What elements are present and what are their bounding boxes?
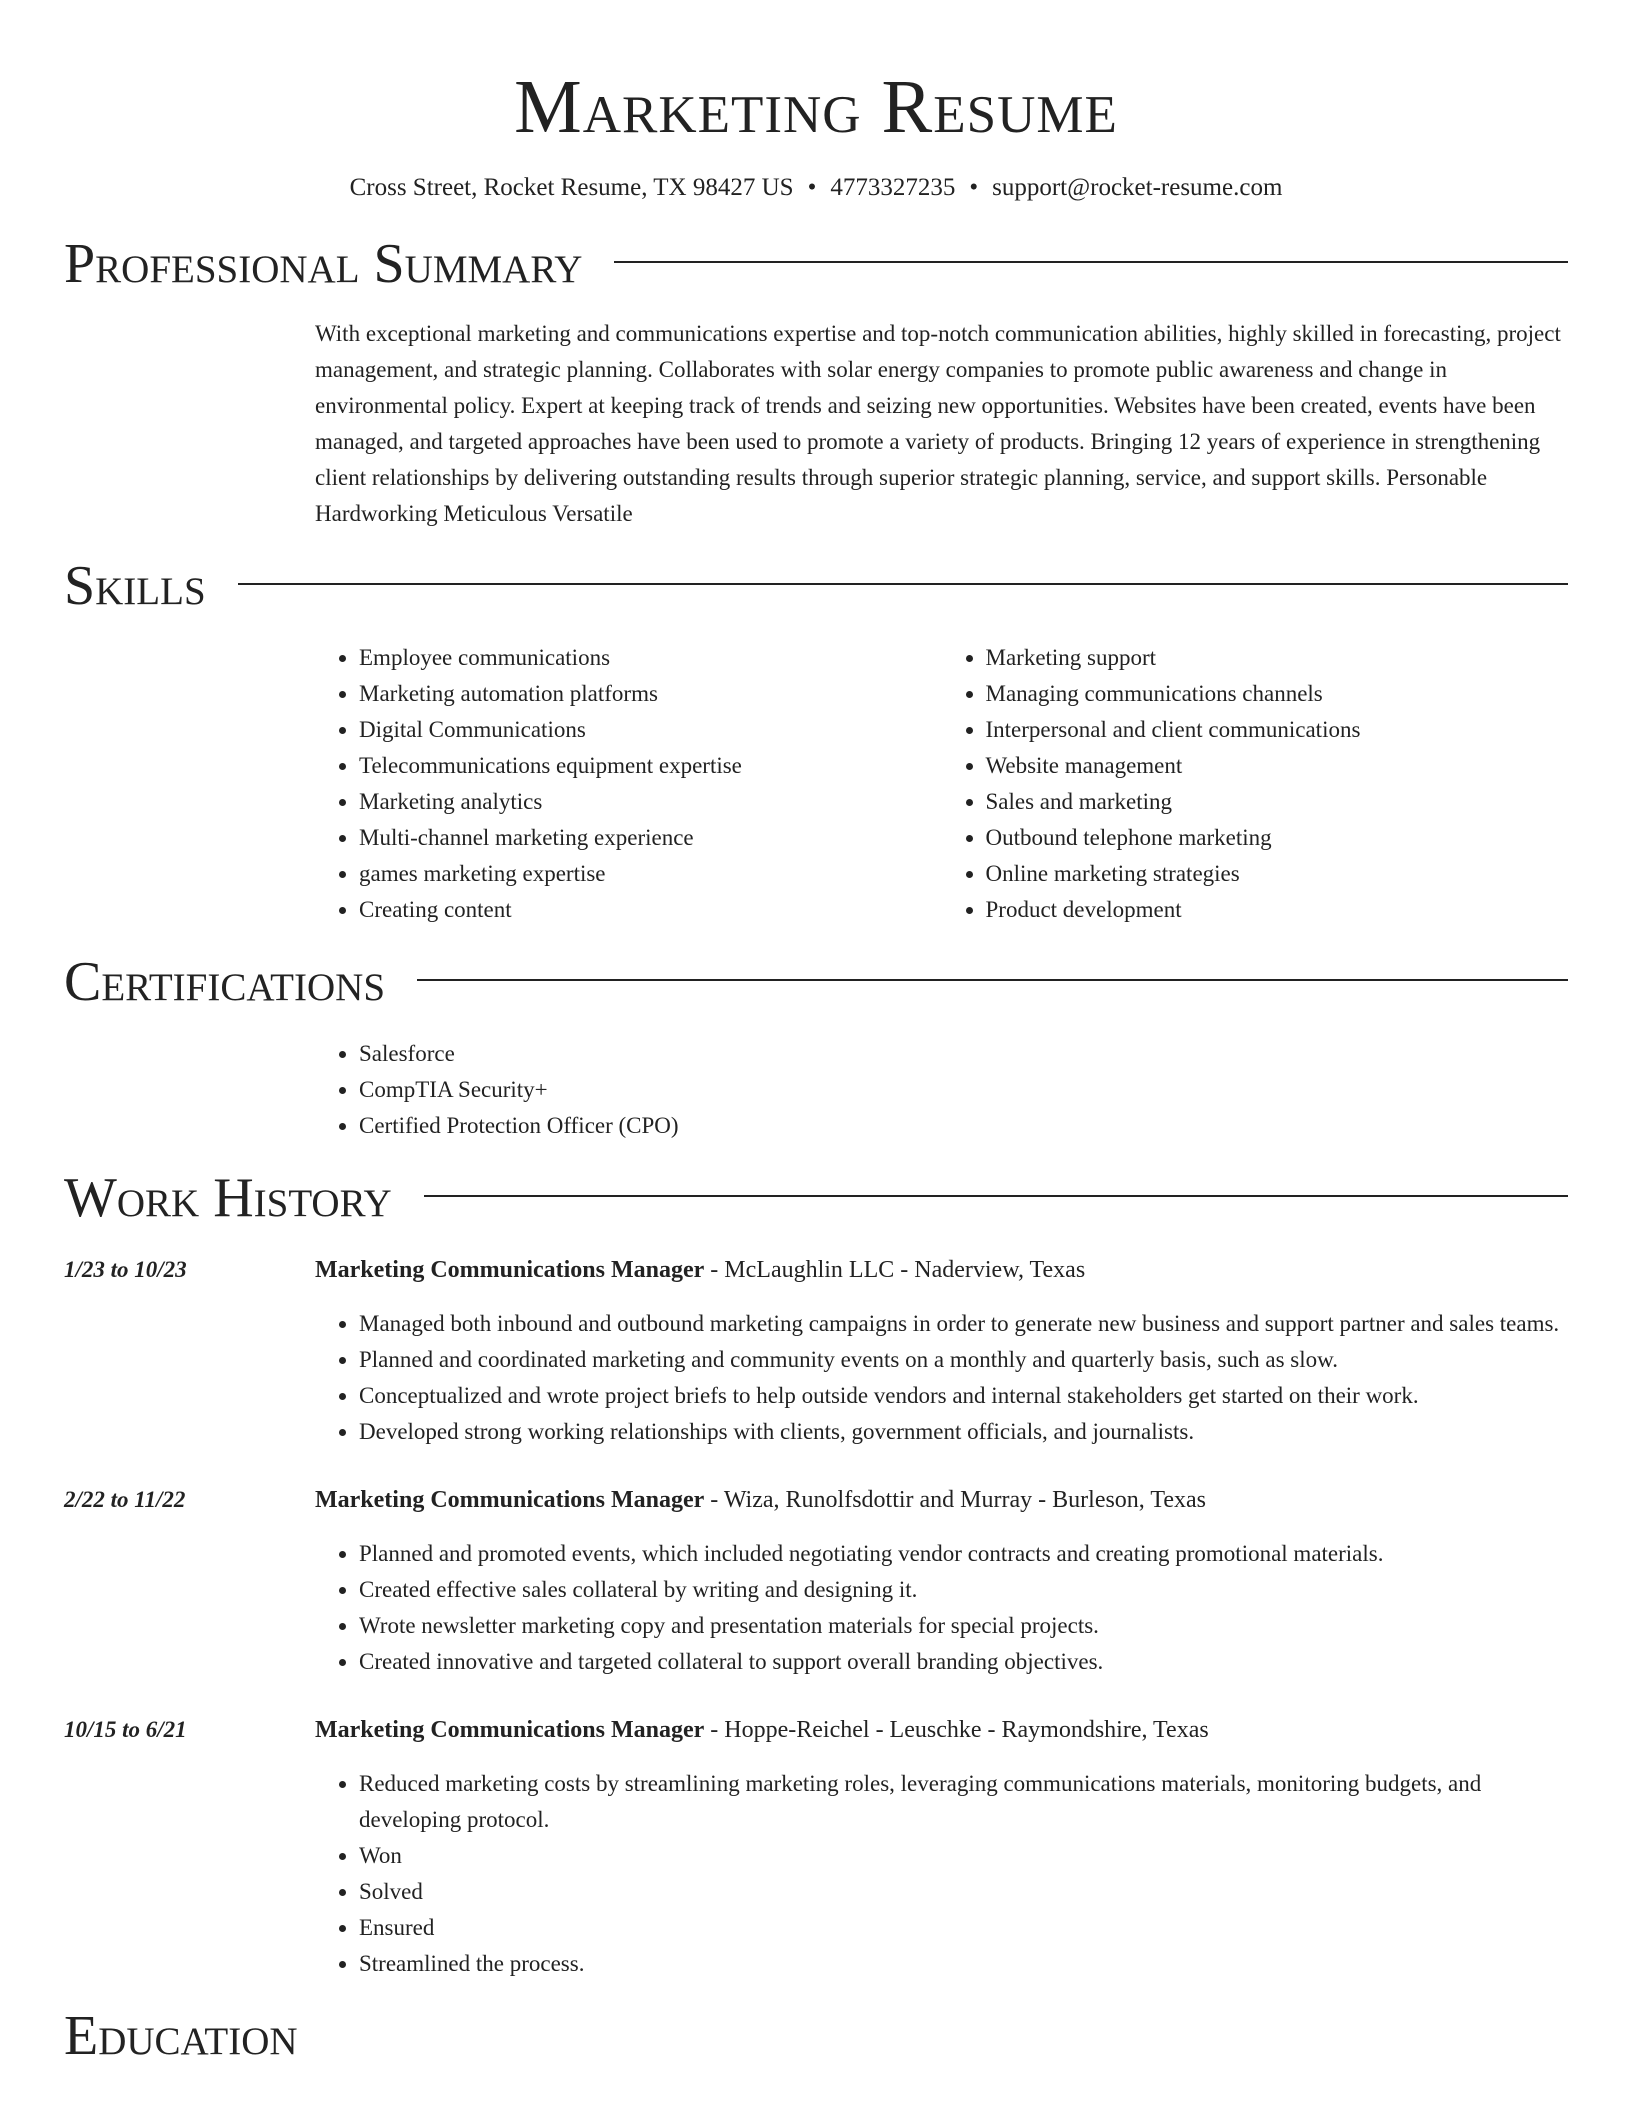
skills-grid	[315, 640, 1568, 928]
skill-item: • Marketing analytics	[359, 784, 942, 820]
job-dates: 1/23 to 10/23	[64, 1257, 187, 1282]
certifications-list	[315, 1036, 1568, 1144]
job-entry	[64, 1712, 1568, 1982]
job-company: - Wiza, Runolfsdottir and Murray - Burleson, Texas	[704, 1487, 1206, 1513]
job-bullet: • Reduced marketing costs by streamlining marketing roles, leveraging communications materials, monitoring budgets, and developing protocol.	[359, 1766, 1568, 1838]
section-divider	[424, 1195, 1568, 1197]
contact-address: Cross Street, Rocket Resume, TX 98427 US	[349, 174, 794, 201]
summary-heading: Professional Summary	[64, 233, 583, 295]
skill-item: • Online marketing strategies	[986, 856, 1569, 892]
skills-heading: Skills	[64, 555, 206, 617]
job-bullet: • Developed strong working relationships with clients, government officials, and journalists.	[359, 1414, 1568, 1450]
resume-name: Marketing Resume	[514, 65, 1118, 149]
certifications-section	[64, 950, 1568, 1144]
skill-item: • Creating content	[359, 892, 942, 928]
skills-section	[64, 554, 1568, 928]
contact-separator: •	[807, 174, 817, 201]
job-dates: 2/22 to 11/22	[64, 1487, 186, 1512]
work-history-section	[64, 1166, 1568, 1982]
skills-list-left	[315, 640, 942, 928]
job-company: - Hoppe-Reichel - Leuschke - Raymondshire, Texas	[704, 1717, 1209, 1743]
contact-line	[64, 172, 1568, 204]
contact-email: support@rocket-resume.com	[992, 174, 1283, 201]
certification-item: • Salesforce	[359, 1036, 1568, 1072]
certifications-heading: Certifications	[64, 951, 386, 1013]
job-bullet: • Wrote newsletter marketing copy and presentation materials for special projects.	[359, 1608, 1568, 1644]
job-details	[315, 1482, 1568, 1680]
job-bullet: • Won	[359, 1838, 1568, 1874]
certifications-body	[315, 1036, 1568, 1144]
job-bullet: • Conceptualized and wrote project briefs to help outside vendors and internal stakeholders get started on their work.	[359, 1378, 1568, 1414]
skill-item: • Digital Communications	[359, 712, 942, 748]
summary-section	[64, 232, 1568, 532]
skill-item: • games marketing expertise	[359, 856, 942, 892]
contact-phone: 4773327235	[830, 174, 956, 201]
work-history-header	[64, 1166, 1568, 1230]
certifications-header	[64, 950, 1568, 1014]
job-bullet: • Planned and promoted events, which included negotiating vendor contracts and creating promotional materials.	[359, 1536, 1568, 1572]
job-title: Marketing Communications Manager	[315, 1487, 705, 1513]
skill-item: • Employee communications	[359, 640, 942, 676]
section-divider	[614, 261, 1568, 263]
job-title-line	[315, 1482, 1568, 1518]
skill-item: • Product development	[986, 892, 1569, 928]
section-divider	[417, 979, 1568, 981]
certification-item: • CompTIA Security+	[359, 1072, 1568, 1108]
skills-list-right	[942, 640, 1569, 928]
job-bullet: • Streamlined the process.	[359, 1946, 1568, 1982]
skill-item: • Managing communications channels	[986, 676, 1569, 712]
job-bullet: • Created innovative and targeted collateral to support overall branding objectives.	[359, 1644, 1568, 1680]
skill-item: • Telecommunications equipment expertise	[359, 748, 942, 784]
skill-item: • Outbound telephone marketing	[986, 820, 1569, 856]
skill-item: • Multi-channel marketing experience	[359, 820, 942, 856]
job-bullet: • Solved	[359, 1874, 1568, 1910]
job-company: - McLaughlin LLC - Naderview, Texas	[704, 1257, 1086, 1283]
education-heading: Education	[64, 2005, 298, 2067]
skill-item: • Sales and marketing	[986, 784, 1569, 820]
section-divider	[238, 583, 1568, 585]
job-title-line	[315, 1712, 1568, 1748]
education-header	[64, 2004, 1568, 2068]
job-bullet: • Managed both inbound and outbound marketing campaigns in order to generate new business and support partner and sales teams.	[359, 1306, 1568, 1342]
job-bullets	[315, 1766, 1568, 1982]
skill-item: • Marketing automation platforms	[359, 676, 942, 712]
job-bullet: • Ensured	[359, 1910, 1568, 1946]
job-entry	[64, 1482, 1568, 1680]
summary-header	[64, 232, 1568, 296]
job-details	[315, 1252, 1568, 1450]
summary-body	[315, 316, 1568, 532]
job-details	[315, 1712, 1568, 1982]
job-title: Marketing Communications Manager	[315, 1257, 705, 1283]
certification-item: • Certified Protection Officer (CPO)	[359, 1108, 1568, 1144]
skill-item: • Website management	[986, 748, 1569, 784]
skill-item: • Marketing support	[986, 640, 1569, 676]
resume-page	[64, 0, 1568, 2068]
job-title-line	[315, 1252, 1568, 1288]
job-bullets	[315, 1306, 1568, 1450]
job-bullet: • Created effective sales collateral by writing and designing it.	[359, 1572, 1568, 1608]
job-dates: 10/15 to 6/21	[64, 1717, 187, 1742]
job-bullets	[315, 1536, 1568, 1680]
job-entry	[64, 1252, 1568, 1450]
job-bullet: • Planned and coordinated marketing and community events on a monthly and quarterly basis, such as slow.	[359, 1342, 1568, 1378]
summary-text: With exceptional marketing and communications expertise and top-notch communication abilities, highly skilled in forecasting, project management, and strategic planning. Collaborates with solar energy companies to promote public awareness and change in environmental policy. Expert at keeping track of trends and seizing new opportunities. Websites have been created, events have been managed, and targeted approaches have been used to promote a variety of products. Bringing 12 years of experience in strengthening client relationships by delivering outstanding results through superior strategic planning, service, and support skills. Personable Hardworking Meticulous Versatile	[315, 321, 1561, 526]
work-history-heading: Work History	[64, 1167, 392, 1229]
skill-item: • Interpersonal and client communications	[986, 712, 1569, 748]
contact-separator: •	[969, 174, 979, 201]
job-title: Marketing Communications Manager	[315, 1717, 705, 1743]
skills-header	[64, 554, 1568, 618]
education-section	[64, 2004, 1568, 2068]
